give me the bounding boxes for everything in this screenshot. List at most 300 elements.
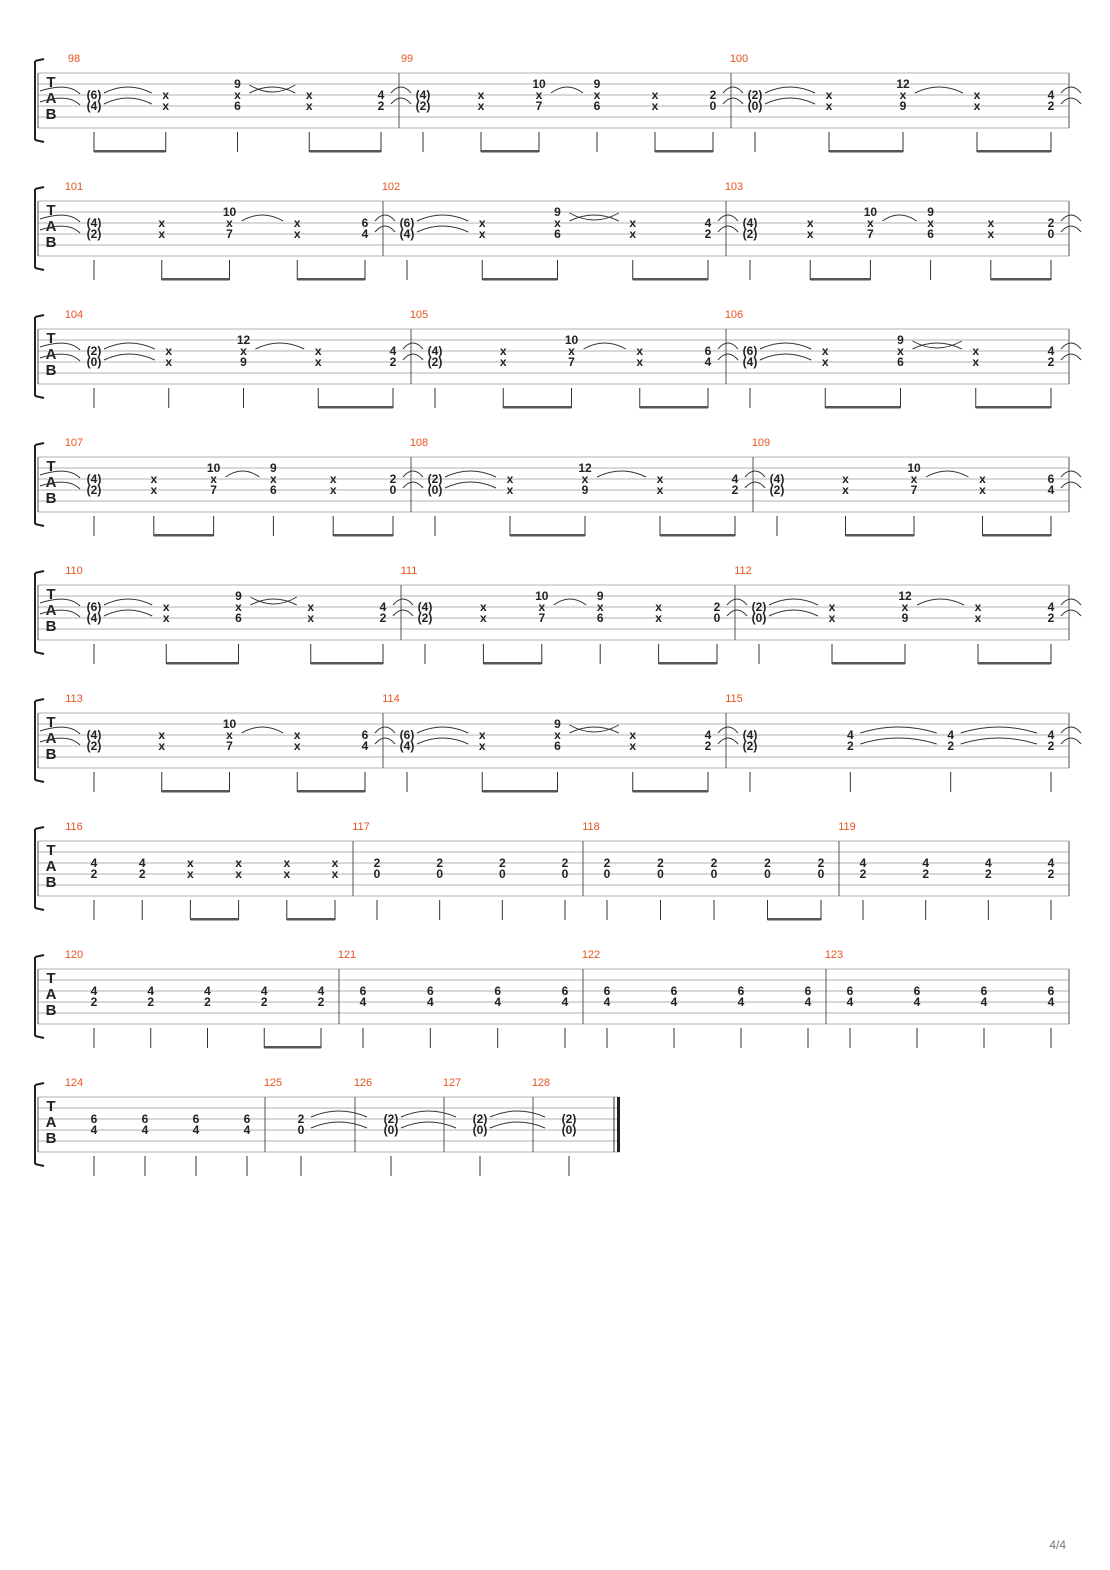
dead-note: x	[655, 611, 662, 625]
dead-note: x	[828, 600, 836, 614]
dead-note: x	[305, 88, 313, 102]
dead-note: x	[842, 483, 849, 497]
measure-number: 99	[400, 53, 414, 65]
beat	[847, 727, 937, 792]
beat	[235, 856, 242, 920]
fret-number: 7	[535, 99, 543, 113]
dead-note: x	[331, 856, 339, 870]
beat	[499, 856, 506, 920]
bracket-bottom-serif	[35, 908, 44, 910]
fret-number: 2	[1047, 216, 1055, 230]
beat	[494, 984, 501, 1048]
dead-note: x	[187, 867, 194, 881]
fret-number: 10	[532, 77, 546, 91]
beat	[748, 87, 815, 152]
tie-arc	[551, 87, 583, 93]
beat	[1048, 343, 1081, 408]
fret-number: 0	[561, 867, 569, 881]
fret-number: (4)	[417, 600, 433, 614]
measure-number: 105	[409, 309, 429, 321]
fret-number: 4	[138, 856, 146, 870]
measure-number: 100	[729, 53, 749, 65]
tie-arc	[860, 727, 936, 733]
dead-note: x	[554, 728, 561, 742]
fret-number: (2)	[561, 1112, 577, 1126]
fret-number: 6	[1047, 472, 1055, 486]
dead-note: x	[270, 472, 277, 486]
beat	[307, 600, 314, 664]
beat	[1048, 856, 1055, 920]
dead-note: x	[283, 856, 291, 870]
tab-clef-letter: A	[45, 858, 57, 875]
measure-number: 117	[352, 821, 370, 833]
tie-arc	[1061, 354, 1081, 360]
beat	[554, 717, 619, 792]
tie-arc	[718, 215, 738, 221]
fret-number: 6	[913, 984, 921, 998]
dead-note: x	[314, 355, 322, 369]
fret-number: (0)	[751, 611, 767, 625]
beat	[478, 88, 485, 152]
tie-arc	[445, 471, 496, 477]
beat	[1048, 599, 1081, 664]
beam	[297, 278, 365, 281]
fret-number: 10	[206, 461, 221, 475]
beat	[972, 344, 979, 408]
fret-number: 6	[90, 1112, 98, 1126]
fret-number: 2	[204, 995, 211, 1009]
dead-note: x	[629, 728, 637, 742]
fret-number: 4	[389, 344, 397, 358]
dead-note: x	[293, 739, 301, 753]
fret-number: 9	[901, 611, 909, 625]
dead-note: x	[506, 483, 514, 497]
tab-system	[35, 309, 1081, 409]
fret-number: 6	[235, 611, 242, 625]
dead-note: x	[293, 216, 301, 230]
tie-arc	[1061, 727, 1081, 733]
beat	[554, 205, 619, 280]
slide-arc	[250, 85, 296, 92]
dead-note: x	[329, 483, 337, 497]
beat	[91, 856, 98, 920]
measure-number: 126	[353, 1077, 373, 1089]
beat	[390, 343, 423, 408]
dead-note: x	[973, 99, 981, 113]
dead-note: x	[535, 88, 543, 102]
dead-note: x	[478, 216, 486, 230]
dead-note: x	[974, 611, 982, 625]
fret-number: 4	[90, 984, 98, 998]
measure-number: 128	[531, 1077, 551, 1089]
measure-number: 122	[581, 949, 601, 961]
dead-note: x	[867, 216, 874, 230]
tab-clef-letter: T	[46, 970, 56, 987]
fret-number: 12	[898, 589, 912, 603]
fret-number: 4	[204, 984, 211, 998]
beat	[565, 333, 626, 408]
fret-number: 2	[317, 995, 325, 1009]
dead-note: x	[910, 472, 918, 486]
measure	[40, 181, 395, 281]
dead-note: x	[234, 88, 241, 102]
fret-number: 4	[1047, 600, 1055, 614]
beat	[578, 461, 646, 536]
tie-arc	[104, 610, 152, 616]
fret-number: 4	[494, 995, 502, 1009]
bracket-bottom-serif	[35, 652, 44, 654]
beat	[473, 1111, 545, 1176]
dead-note: x	[210, 472, 217, 486]
measure	[40, 309, 423, 409]
tab-clef-letter: B	[45, 1002, 57, 1019]
beam	[655, 150, 713, 153]
beat	[418, 600, 433, 664]
tie-arc	[242, 727, 284, 733]
measure	[354, 1077, 456, 1176]
tie-arc	[597, 471, 646, 477]
beat	[162, 88, 169, 152]
beat	[500, 344, 507, 408]
tie-arc	[403, 482, 423, 488]
beat	[87, 343, 155, 408]
fret-number: 4	[1047, 856, 1055, 870]
bracket-top-serif	[35, 955, 44, 957]
tab-clef-letter: B	[45, 106, 57, 123]
tab-clef-letter: B	[45, 746, 57, 763]
fret-number: 6	[561, 984, 569, 998]
fret-number: (4)	[742, 355, 758, 369]
dead-note: x	[165, 344, 173, 358]
beat	[378, 87, 411, 152]
tie-arc	[961, 727, 1037, 733]
tie-arc	[375, 215, 395, 221]
beat	[710, 87, 743, 152]
fret-number: 9	[581, 483, 589, 497]
fret-number: 4	[1047, 88, 1055, 102]
fret-number: 4	[984, 856, 992, 870]
fret-number: (0)	[561, 1123, 577, 1137]
beat	[562, 984, 569, 1048]
fret-number: 6	[603, 984, 611, 998]
tie-arc	[760, 354, 811, 360]
bracket-top-serif	[35, 443, 44, 445]
fret-number: 9	[899, 99, 907, 113]
beat	[732, 471, 765, 536]
fret-number: 4	[846, 995, 854, 1009]
dead-note: x	[187, 856, 194, 870]
tab-system	[35, 693, 1081, 793]
dead-note: x	[636, 355, 644, 369]
tie-arc	[1061, 87, 1081, 93]
beat	[294, 216, 301, 280]
tie-arc	[926, 471, 969, 477]
fret-number: 9	[596, 589, 604, 603]
beat	[165, 344, 172, 408]
fret-number: 12	[578, 461, 592, 475]
beat	[594, 77, 601, 152]
fret-number: 4	[670, 995, 678, 1009]
fret-number: 2	[90, 995, 98, 1009]
measure-number: 102	[381, 181, 401, 193]
fret-number: (2)	[427, 355, 443, 369]
measure-number: 104	[64, 309, 84, 321]
tie-arc	[417, 215, 468, 221]
tie-arc	[760, 343, 811, 349]
dead-note: x	[979, 472, 986, 486]
dead-note: x	[973, 88, 981, 102]
fret-number: 0	[373, 867, 381, 881]
tie-arc	[769, 610, 818, 616]
beat	[390, 471, 423, 536]
dead-note: x	[331, 867, 339, 881]
fret-number: (6)	[86, 88, 102, 102]
beat	[597, 589, 604, 664]
dead-note: x	[656, 483, 664, 497]
fret-number: 4	[317, 984, 325, 998]
beat	[705, 343, 738, 408]
beat	[400, 215, 469, 280]
beat	[987, 216, 994, 280]
dead-note: x	[283, 867, 291, 881]
beam	[810, 278, 870, 281]
fret-number: 4	[922, 856, 930, 870]
measure-number: 119	[838, 821, 856, 833]
tie-arc	[1061, 226, 1081, 232]
beat	[479, 728, 486, 792]
dead-note: x	[554, 216, 561, 230]
beat	[981, 984, 988, 1048]
tie-arc	[584, 343, 626, 349]
beam	[154, 534, 214, 537]
measure	[443, 1077, 545, 1176]
tab-clef-letter: T	[46, 330, 56, 347]
tie-arc	[242, 215, 284, 221]
dead-note: x	[842, 472, 849, 486]
fret-number: 4	[361, 739, 369, 753]
fret-number: 0	[297, 1123, 305, 1137]
dead-note: x	[593, 88, 601, 102]
beat	[142, 1112, 149, 1176]
dead-note: x	[305, 99, 313, 113]
measure	[838, 821, 1069, 920]
beam	[640, 406, 708, 409]
beat	[87, 728, 102, 792]
beat	[864, 205, 917, 280]
tab-clef-letter: B	[45, 234, 57, 251]
fret-number: 2	[922, 867, 930, 881]
beam	[483, 662, 541, 665]
dead-note: x	[629, 227, 637, 241]
beat	[315, 344, 322, 408]
beat	[235, 589, 297, 664]
beat	[705, 727, 738, 792]
beam	[633, 278, 708, 281]
fret-number: 9	[593, 77, 601, 91]
fret-number: 9	[234, 77, 241, 91]
tie-arc	[417, 727, 468, 733]
beat	[770, 472, 785, 536]
beat	[842, 472, 849, 536]
fret-number: (2)	[742, 739, 758, 753]
beat	[743, 216, 758, 280]
bracket-top-serif	[35, 699, 44, 701]
tab-clef-letter: T	[46, 458, 56, 475]
beat	[158, 728, 165, 792]
measure-number: 121	[337, 949, 357, 961]
dead-note: x	[480, 600, 487, 614]
beat	[985, 856, 992, 920]
measure-number: 106	[724, 309, 744, 321]
dead-note: x	[150, 483, 158, 497]
fret-number: 2	[713, 600, 721, 614]
dead-note: x	[307, 600, 315, 614]
beat	[1048, 215, 1081, 280]
tab-system	[35, 437, 1081, 537]
tie-arc	[391, 87, 411, 93]
beat	[822, 344, 829, 408]
measure	[401, 565, 747, 665]
dead-note: x	[655, 600, 662, 614]
beat	[187, 856, 194, 920]
beat	[244, 1112, 251, 1176]
fret-number: 4	[737, 995, 745, 1009]
dead-note: x	[972, 344, 980, 358]
dead-note: x	[821, 355, 829, 369]
dead-note: x	[901, 600, 909, 614]
fret-number: 0	[709, 99, 717, 113]
tie-arc	[403, 471, 423, 477]
dead-note: x	[897, 344, 904, 358]
fret-number: 4	[260, 984, 268, 998]
slide-arc	[570, 725, 619, 732]
measure	[410, 309, 738, 409]
tie-arc	[723, 87, 743, 93]
tab-clef-letter: T	[46, 202, 56, 219]
fret-number: 4	[603, 995, 611, 1009]
dead-note: x	[806, 216, 814, 230]
beam	[190, 918, 238, 921]
beat	[847, 984, 854, 1048]
measure	[410, 437, 765, 537]
fret-number: 10	[535, 589, 549, 603]
tie-arc	[403, 354, 423, 360]
fret-number: 2	[859, 867, 867, 881]
tab-clef-letter: T	[46, 714, 56, 731]
fret-number: (2)	[86, 483, 102, 497]
fret-number: 9	[927, 205, 934, 219]
beam	[162, 790, 230, 793]
measure-number: 113	[65, 693, 83, 705]
tab-clef-letter: A	[45, 346, 57, 363]
beat	[711, 856, 718, 920]
measure-number: 98	[67, 53, 81, 65]
fret-number: 4	[1047, 344, 1055, 358]
beat	[330, 472, 337, 536]
tie-arc	[375, 226, 395, 232]
measure	[65, 949, 339, 1049]
tie-arc	[393, 610, 413, 616]
beam	[978, 662, 1051, 665]
dead-note: x	[825, 99, 833, 113]
beat	[261, 984, 268, 1048]
tab-system	[35, 821, 1069, 921]
dead-note: x	[314, 344, 322, 358]
fret-number: 6	[804, 984, 812, 998]
tie-arc	[417, 738, 468, 744]
fret-number: (6)	[86, 600, 102, 614]
fret-number: 4	[90, 856, 98, 870]
beat	[752, 599, 818, 664]
fret-number: 4	[704, 216, 712, 230]
fret-number: 9	[897, 333, 904, 347]
tie-arc	[745, 471, 765, 477]
beat	[738, 984, 745, 1048]
measure	[582, 949, 826, 1048]
beat	[237, 333, 304, 408]
measure	[382, 181, 738, 281]
fret-number: 4	[426, 995, 434, 1009]
beat	[428, 344, 443, 408]
beat	[1048, 87, 1081, 152]
measure	[725, 309, 1081, 409]
tab-clef-letter: A	[45, 986, 57, 1003]
fret-number: 2	[147, 995, 155, 1009]
measure-number: 103	[724, 181, 744, 193]
dead-note: x	[226, 728, 233, 742]
beam	[333, 534, 393, 537]
beat	[87, 472, 102, 536]
beat	[416, 88, 431, 152]
measure	[65, 821, 353, 921]
fret-number: 10	[863, 205, 878, 219]
dead-note: x	[240, 344, 247, 358]
dead-note: x	[987, 227, 995, 241]
tie-arc	[727, 610, 747, 616]
fret-number: 6	[234, 99, 241, 113]
bracket-bottom-serif	[35, 1164, 44, 1166]
beat	[362, 215, 395, 280]
fret-number: (2)	[417, 611, 433, 625]
fret-number: 6	[494, 984, 502, 998]
dead-note: x	[480, 611, 487, 625]
beat	[829, 600, 836, 664]
fret-number: 2	[704, 739, 712, 753]
dead-note: x	[478, 728, 486, 742]
tie-arc	[1061, 98, 1081, 104]
dead-note: x	[158, 728, 166, 742]
beat	[914, 984, 921, 1048]
beat	[384, 1111, 456, 1176]
fret-number: 6	[192, 1112, 200, 1126]
fret-number: 2	[1047, 355, 1055, 369]
beam	[768, 918, 822, 921]
fret-number: (4)	[399, 227, 415, 241]
fret-number: 12	[896, 77, 910, 91]
beat	[91, 984, 98, 1048]
dead-note: x	[927, 216, 934, 230]
tie-arc	[860, 738, 936, 744]
dead-note: x	[329, 472, 337, 486]
beat	[896, 77, 963, 152]
fret-number: 7	[910, 483, 918, 497]
beat	[636, 344, 643, 408]
fret-number: (2)	[769, 483, 785, 497]
dead-note: x	[629, 216, 637, 230]
tab-system	[35, 565, 1081, 665]
tie-arc	[961, 738, 1037, 744]
measure-number: 110	[65, 565, 83, 577]
